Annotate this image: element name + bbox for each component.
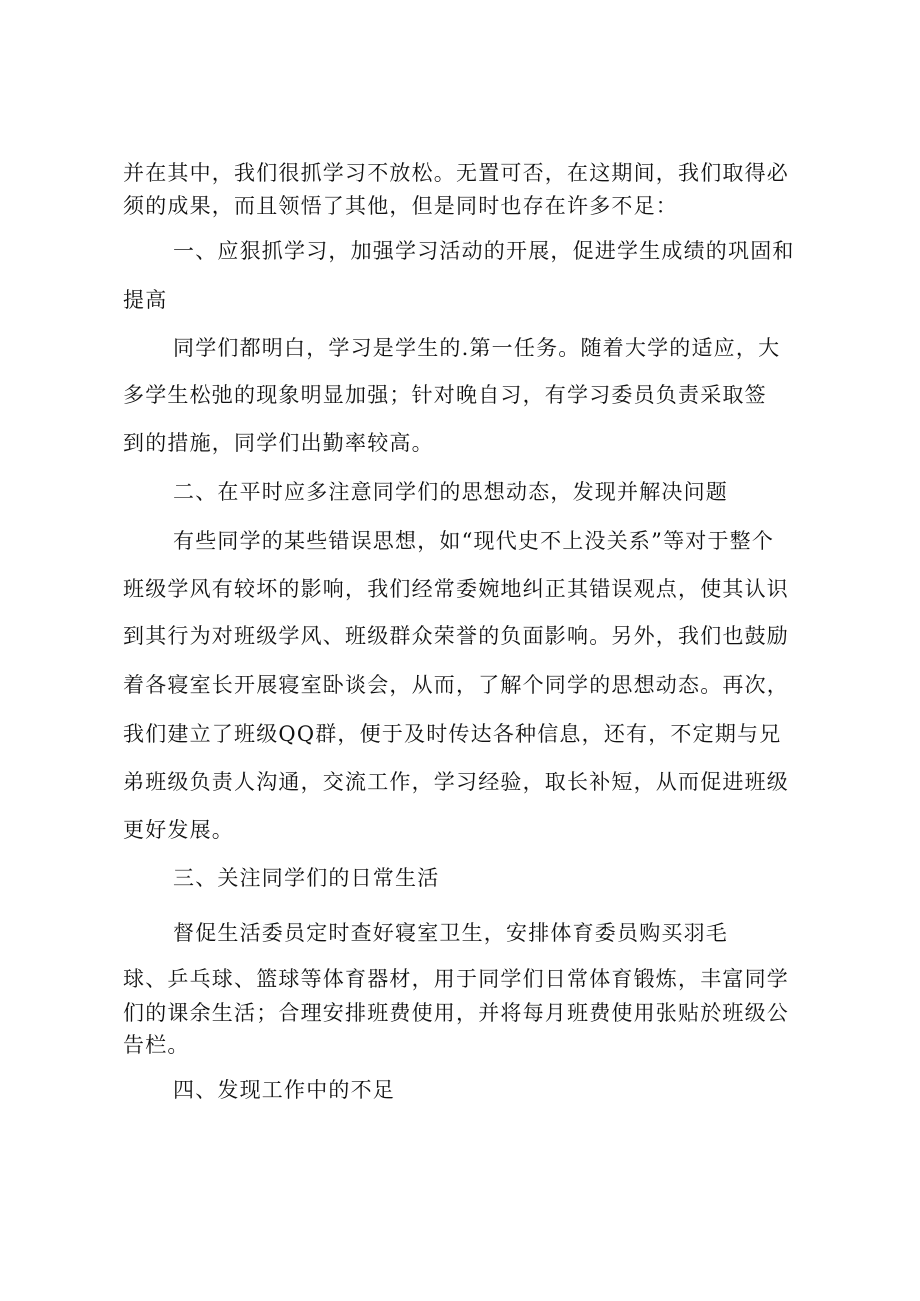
section-heading-2: 二、在平时应多注意同学们的思想动态，发现并解决问题 [173, 480, 728, 504]
text-line-12: 着各寝室长开展寝室卧谈会，从而，了解个同学的思想动态。再次， [123, 673, 789, 697]
section-heading-1: 一、应狠抓学习，加强学习活动的开展，促进学生成绩的巩固和 [173, 239, 795, 263]
text-line-18: 球、乒乓球、篮球等体育器材，用于同学们日常体育锻炼，丰富同学 [123, 967, 789, 991]
text-line-2: 须的成果，而且领悟了其他，但是同时也存在许多不足： [123, 194, 678, 218]
section-heading-4: 四、发现工作中的不足 [173, 1078, 395, 1102]
section-heading-1-cont: 提高 [123, 288, 168, 312]
text-line-1: 并在其中，我们很抓学习不放松。无置可否，在这期间，我们取得必 [123, 161, 789, 185]
text-line-14: 弟班级负责人沟通，交流工作，学习经验，取长补短，从而促进班级 [123, 770, 789, 794]
text-line-20: 告栏。 [123, 1033, 190, 1057]
text-line-6: 多学生松弛的现象明显加强；针对晚自习，有学习委员负责采取签 [123, 383, 767, 407]
text-line-11: 到其行为对班级学风、班级群众荣誉的负面影响。另外，我们也鼓励 [123, 624, 789, 648]
text-line-13: 我们建立了班级QQ群，便于及时传达各种信息，还有，不定期与兄 [123, 722, 782, 746]
text-line-5: 同学们都明白，学习是学生的.第一任务。随着大学的适应，大 [173, 336, 781, 360]
section-heading-3: 三、关注同学们的日常生活 [173, 866, 440, 890]
text-line-10: 班级学风有较坏的影响，我们经常委婉地纠正其错误观点，使其认识 [123, 577, 789, 601]
text-line-15: 更好发展。 [123, 818, 234, 842]
text-line-17: 督促生活委员定时查好寝室卫生，安排体育委员购买羽毛 [173, 921, 728, 945]
text-line-9: 有些同学的某些错误思想，如“现代史不上没关系”等对于整个 [173, 529, 775, 553]
text-line-19: 们的课余生活；合理安排班费使用，并将每月班费使用张贴於班级公 [123, 1001, 789, 1025]
text-line-7: 到的措施，同学们出勤率较高。 [123, 431, 434, 455]
